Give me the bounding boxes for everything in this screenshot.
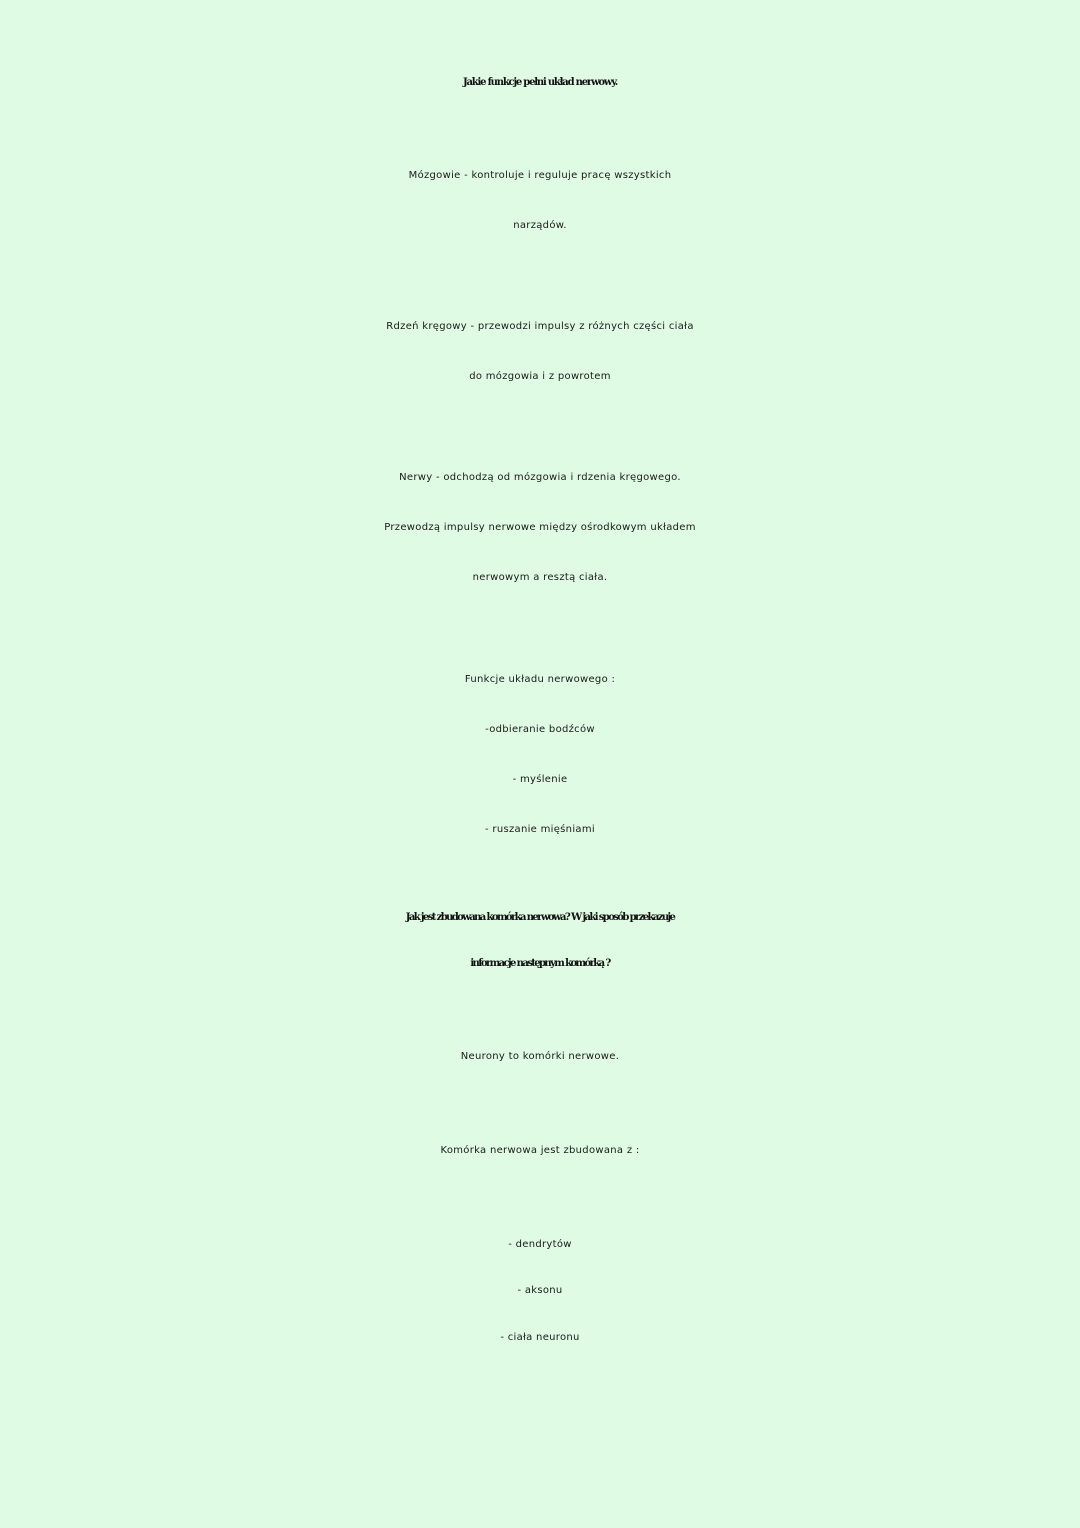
structure-item: - ciała neuronu	[500, 1332, 580, 1343]
heading-neuron-structure-line-1: Jak jest zbudowana komórka nerwowa? W jaki sposób przekazuje	[405, 912, 675, 923]
spinal-cord-description-line-1: Rdzeń kręgowy - przewodzi impulsy z różnych części ciała	[386, 321, 694, 332]
nerves-description-line-1: Nerwy - odchodzą od mózgowia i rdzenia kręgowego.	[399, 472, 681, 483]
brain-description-line-2: narządów.	[513, 220, 567, 231]
structure-item: - dendrytów	[508, 1239, 572, 1250]
structure-item: - aksonu	[517, 1285, 563, 1296]
function-item: - ruszanie mięśniami	[485, 824, 595, 835]
function-item: -odbieranie bodźców	[485, 724, 595, 735]
spinal-cord-description-line-2: do mózgowia i z powrotem	[469, 371, 611, 382]
structure-title: Komórka nerwowa jest zbudowana z :	[440, 1145, 640, 1156]
nerves-description-line-3: nerwowym a resztą ciała.	[472, 572, 608, 583]
heading-neuron-structure-line-2: informacje następnym komórką ?	[470, 958, 610, 969]
functions-title: Funkcje układu nerwowego :	[464, 674, 616, 685]
heading-nervous-system-functions: Jakie funkcje pełni układ nerwowy.	[463, 77, 617, 88]
neurons-definition: Neurony to komórki nerwowe.	[460, 1051, 620, 1062]
function-item: - myślenie	[512, 774, 568, 785]
nerves-description-line-2: Przewodzą impulsy nerwowe między ośrodkowym układem	[384, 522, 696, 533]
brain-description-line-1: Mózgowie - kontroluje i reguluje pracę wszystkich	[408, 170, 672, 181]
